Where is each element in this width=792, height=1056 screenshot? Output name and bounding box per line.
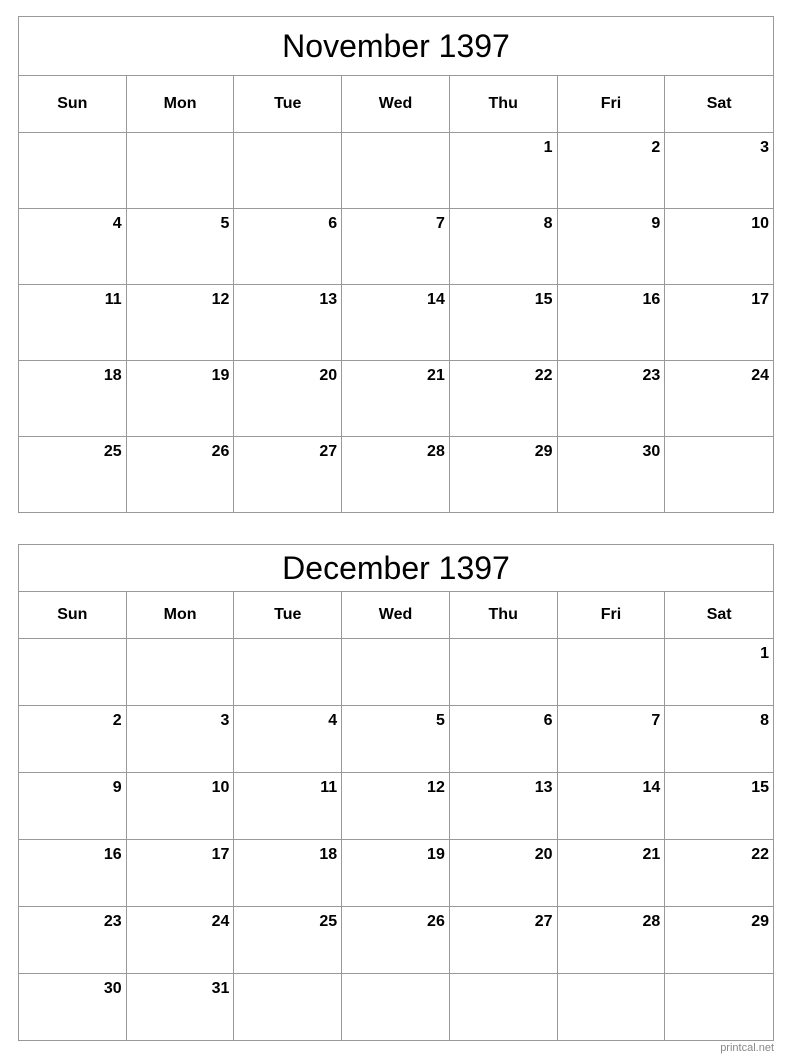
day-cell: 6 — [450, 706, 558, 773]
day-cell: 25 — [234, 907, 342, 974]
day-cell: 8 — [450, 209, 558, 285]
empty-day-cell — [342, 639, 450, 706]
day-grid — [19, 133, 773, 513]
empty-day-cell — [19, 639, 127, 706]
day-cell: 7 — [558, 706, 666, 773]
day-cell: 21 — [342, 361, 450, 437]
empty-day-cell — [558, 974, 666, 1041]
day-cell: 7 — [342, 209, 450, 285]
weekday-header: Mon — [127, 76, 235, 133]
day-cell: 29 — [665, 907, 773, 974]
day-cell: 11 — [19, 285, 127, 361]
day-cell: 30 — [558, 437, 666, 513]
weekday-header: Tue — [234, 76, 342, 133]
empty-day-cell — [127, 639, 235, 706]
day-cell: 27 — [450, 907, 558, 974]
day-cell: 24 — [665, 361, 773, 437]
day-cell: 17 — [127, 840, 235, 907]
day-cell: 14 — [342, 285, 450, 361]
day-cell: 31 — [127, 974, 235, 1041]
day-cell: 3 — [665, 133, 773, 209]
day-cell: 17 — [665, 285, 773, 361]
weekday-header-row — [19, 592, 773, 639]
weekday-header: Fri — [558, 592, 666, 639]
site-credit: printcal.net — [720, 1042, 774, 1054]
day-cell: 9 — [19, 773, 127, 840]
day-cell: 10 — [665, 209, 773, 285]
day-cell: 20 — [234, 361, 342, 437]
month-title: November 1397 — [19, 17, 773, 76]
empty-day-cell — [234, 974, 342, 1041]
empty-day-cell — [234, 639, 342, 706]
day-cell: 30 — [19, 974, 127, 1041]
day-cell: 1 — [665, 639, 773, 706]
empty-day-cell — [234, 133, 342, 209]
day-cell: 10 — [127, 773, 235, 840]
day-cell: 14 — [558, 773, 666, 840]
empty-day-cell — [665, 437, 773, 513]
day-cell: 11 — [234, 773, 342, 840]
day-cell: 22 — [665, 840, 773, 907]
weekday-header: Sun — [19, 592, 127, 639]
weekday-header: Wed — [342, 76, 450, 133]
day-cell: 12 — [127, 285, 235, 361]
day-cell: 22 — [450, 361, 558, 437]
day-cell: 5 — [127, 209, 235, 285]
empty-day-cell — [450, 639, 558, 706]
day-cell: 29 — [450, 437, 558, 513]
weekday-header: Thu — [450, 592, 558, 639]
weekday-header: Sat — [665, 76, 773, 133]
day-cell: 18 — [19, 361, 127, 437]
day-cell: 21 — [558, 840, 666, 907]
day-grid — [19, 639, 773, 1041]
empty-day-cell — [342, 974, 450, 1041]
weekday-header: Tue — [234, 592, 342, 639]
weekday-header: Sat — [665, 592, 773, 639]
weekday-header: Sun — [19, 76, 127, 133]
month-title: December 1397 — [19, 545, 773, 592]
empty-day-cell — [558, 639, 666, 706]
day-cell: 9 — [558, 209, 666, 285]
day-cell: 15 — [450, 285, 558, 361]
day-cell: 15 — [665, 773, 773, 840]
day-cell: 19 — [342, 840, 450, 907]
day-cell: 25 — [19, 437, 127, 513]
day-cell: 2 — [19, 706, 127, 773]
empty-day-cell — [665, 974, 773, 1041]
day-cell: 8 — [665, 706, 773, 773]
day-cell: 5 — [342, 706, 450, 773]
day-cell: 16 — [19, 840, 127, 907]
weekday-header: Fri — [558, 76, 666, 133]
weekday-header: Mon — [127, 592, 235, 639]
day-cell: 24 — [127, 907, 235, 974]
day-cell: 13 — [234, 285, 342, 361]
day-cell: 28 — [558, 907, 666, 974]
day-cell: 23 — [558, 361, 666, 437]
weekday-header: Wed — [342, 592, 450, 639]
day-cell: 27 — [234, 437, 342, 513]
day-cell: 4 — [19, 209, 127, 285]
day-cell: 1 — [450, 133, 558, 209]
day-cell: 2 — [558, 133, 666, 209]
day-cell: 16 — [558, 285, 666, 361]
empty-day-cell — [19, 133, 127, 209]
day-cell: 19 — [127, 361, 235, 437]
day-cell: 23 — [19, 907, 127, 974]
day-cell: 3 — [127, 706, 235, 773]
weekday-header-row — [19, 76, 773, 133]
day-cell: 28 — [342, 437, 450, 513]
calendar-november — [18, 16, 774, 513]
empty-day-cell — [342, 133, 450, 209]
weekday-header: Thu — [450, 76, 558, 133]
day-cell: 12 — [342, 773, 450, 840]
empty-day-cell — [450, 974, 558, 1041]
day-cell: 26 — [127, 437, 235, 513]
empty-day-cell — [127, 133, 235, 209]
day-cell: 13 — [450, 773, 558, 840]
day-cell: 18 — [234, 840, 342, 907]
calendar-december — [18, 544, 774, 1041]
day-cell: 20 — [450, 840, 558, 907]
day-cell: 26 — [342, 907, 450, 974]
day-cell: 4 — [234, 706, 342, 773]
day-cell: 6 — [234, 209, 342, 285]
